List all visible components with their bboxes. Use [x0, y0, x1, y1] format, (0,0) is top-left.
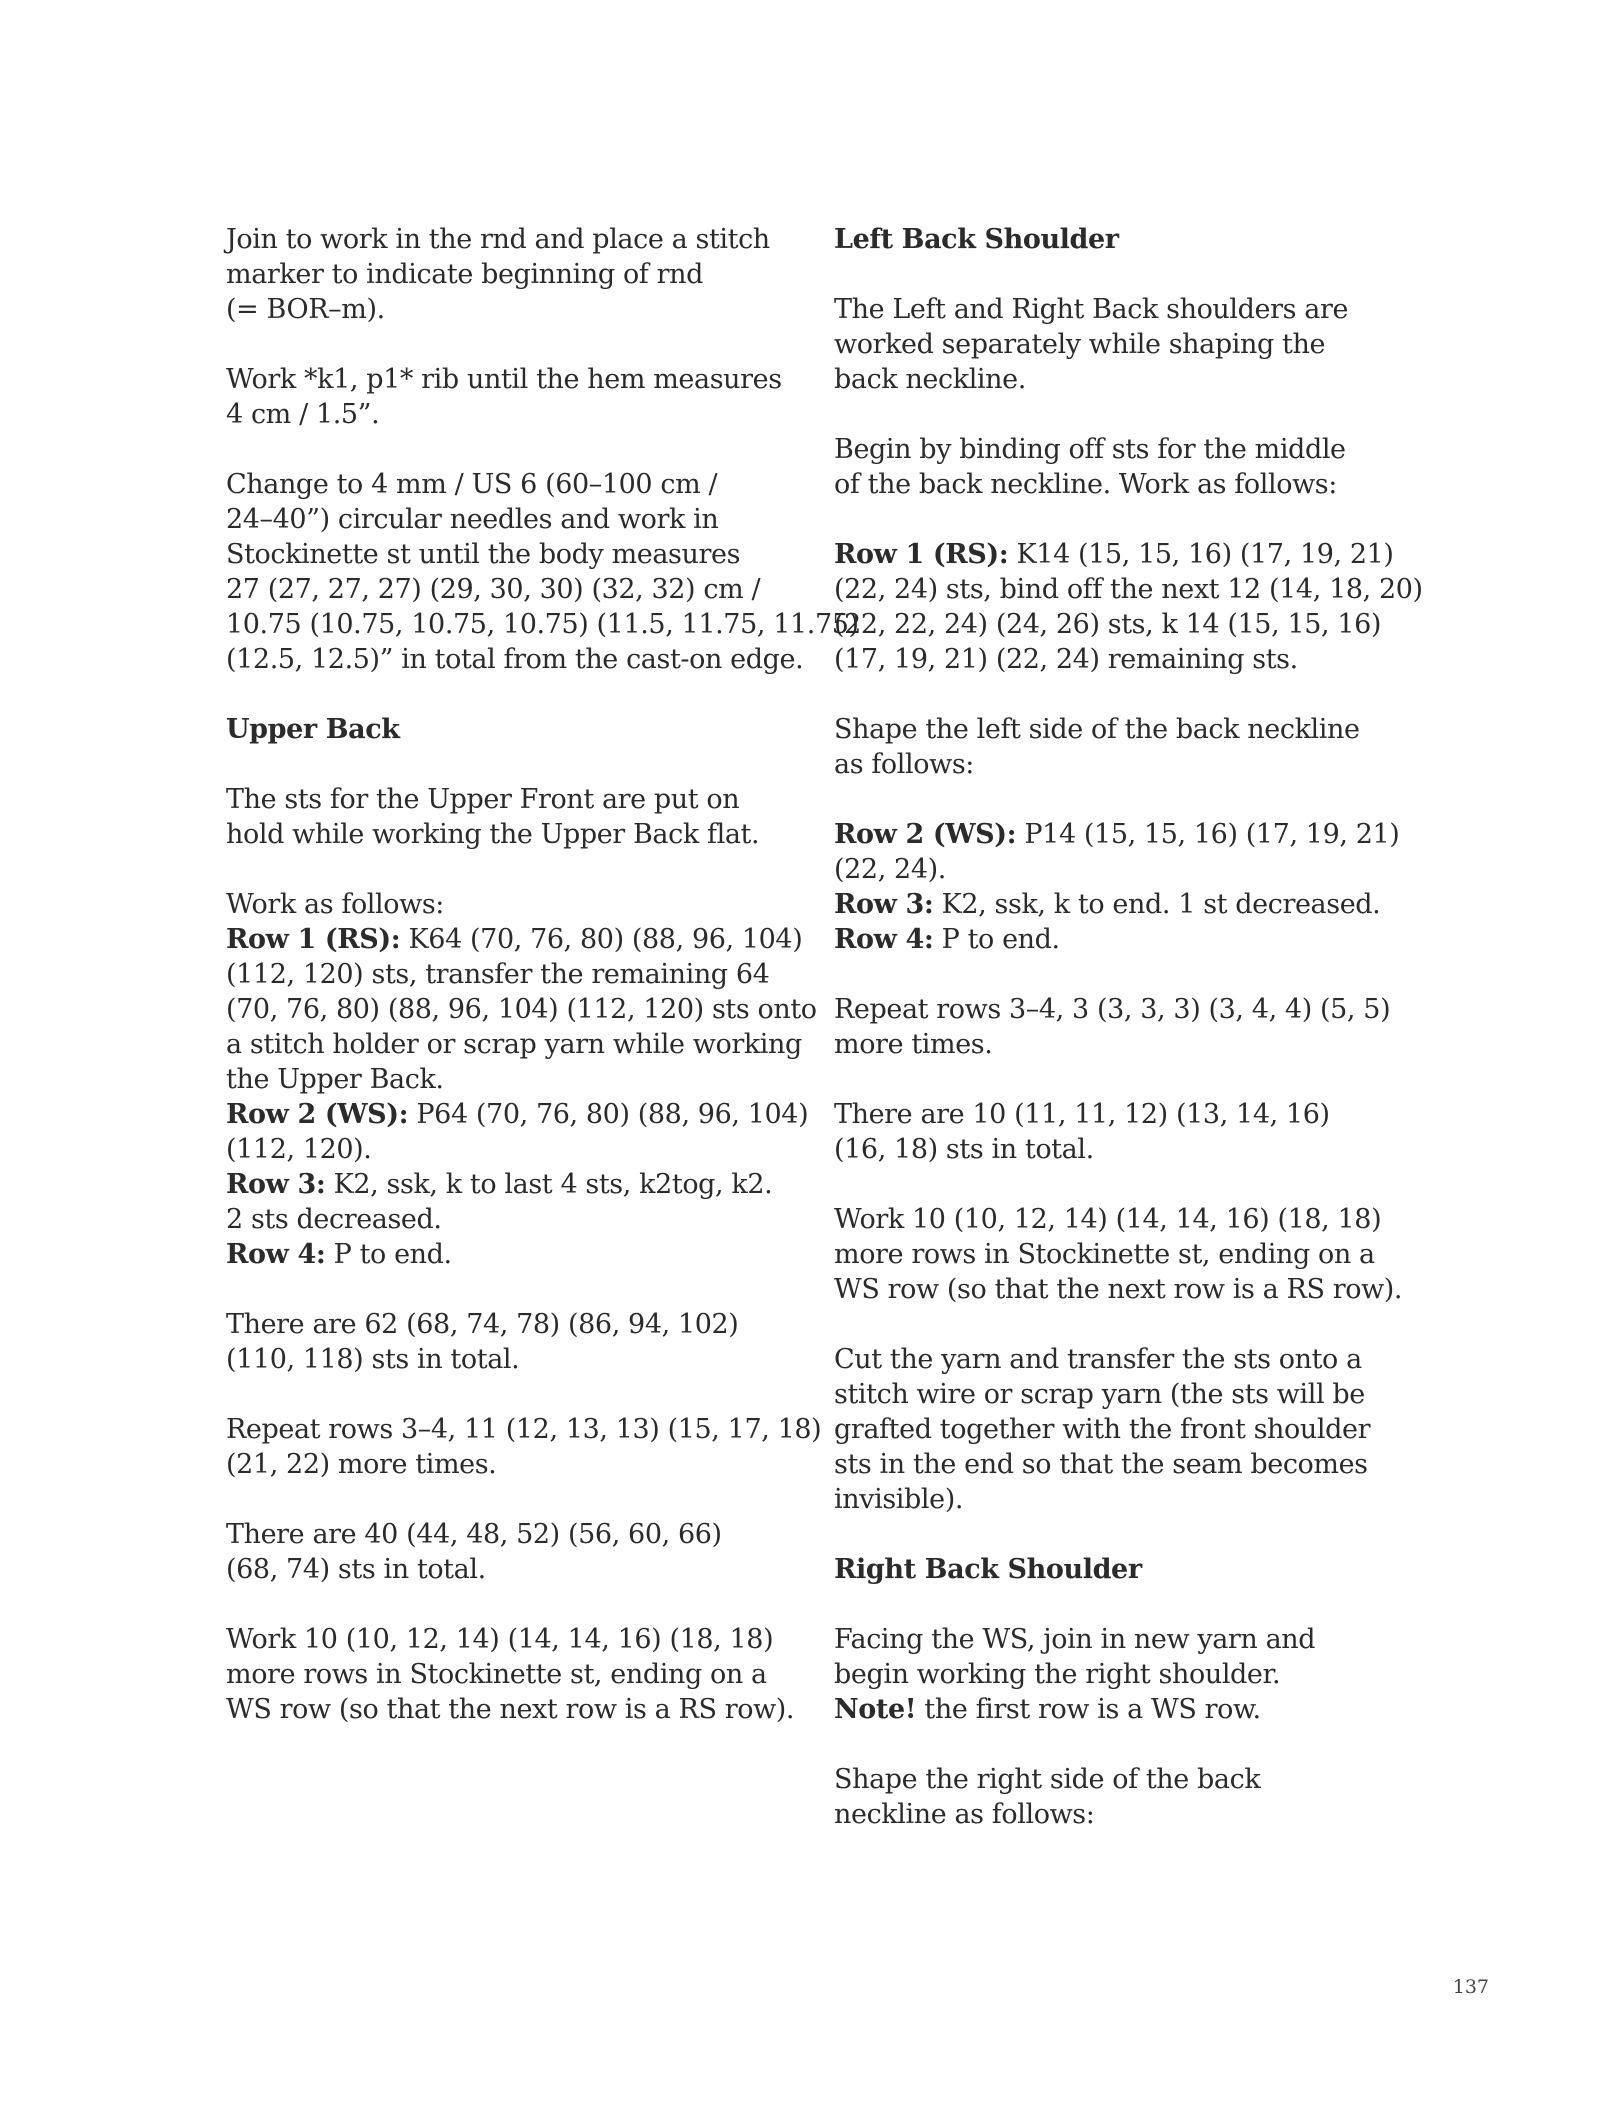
work-as-follows-line: Work as follows:	[226, 889, 444, 920]
text-line: (12.5, 12.5)” in total from the cast-on edge.	[226, 644, 804, 675]
row-text: P64 (70, 76, 80) (88, 96, 104)	[408, 1099, 809, 1130]
text-line: There are 62 (68, 74, 78) (86, 94, 102)	[226, 1309, 739, 1340]
repeat-paragraph	[834, 992, 1394, 1062]
text-line: (22, 24).	[834, 854, 946, 885]
text-line: Facing the WS, join in new yarn and	[834, 1624, 1316, 1655]
shape-right-paragraph	[834, 1762, 1394, 1832]
row-text: P to end.	[325, 1239, 452, 1270]
left-column	[226, 222, 859, 1727]
text-line: more times.	[834, 1029, 993, 1060]
text-line: Repeat rows 3–4, 11 (12, 13, 13) (15, 17, 18)	[226, 1414, 822, 1445]
text-line: of the back neckline. Work as follows:	[834, 469, 1337, 500]
text-line: 24–40”) circular needles and work in	[226, 504, 719, 535]
text-line: hold while working the Upper Back flat.	[226, 819, 760, 850]
page-number: 137	[1452, 1976, 1489, 1998]
text-line: Join to work in the rnd and place a stitch	[226, 224, 770, 255]
text-line: There are 40 (44, 48, 52) (56, 60, 66)	[226, 1519, 722, 1550]
text-line: (21, 22) more times.	[226, 1449, 497, 1480]
text-line: (17, 19, 21) (22, 24) remaining sts.	[834, 644, 1298, 675]
row-1-line	[226, 922, 803, 957]
text-line: (112, 120) sts, transfer the remaining 64	[226, 959, 770, 990]
shape-left-paragraph	[834, 712, 1394, 782]
text-line: invisible).	[834, 1484, 964, 1515]
text-line: sts in the end so that the seam becomes	[834, 1449, 1368, 1480]
text-line: (= BOR–m).	[226, 294, 385, 325]
row-2-line	[834, 817, 1400, 852]
stitch-total-paragraph	[834, 1097, 1394, 1167]
row-3-line	[834, 887, 1394, 922]
change-needles-paragraph	[226, 467, 859, 677]
text-line: (68, 74) sts in total.	[226, 1554, 486, 1585]
text-line: marker to indicate beginning of rnd	[226, 259, 703, 290]
row-text: K2, ssk, k to last 4 sts, k2tog, k2.	[325, 1169, 773, 1200]
text-line: 4 cm / 1.5”.	[226, 399, 380, 430]
text-line: WS row (so that the next row is a RS row).	[226, 1694, 795, 1725]
text-line: Stockinette st until the body measures	[226, 539, 741, 570]
row-2-line	[226, 1097, 809, 1132]
text-line: WS row (so that the next row is a RS row).	[834, 1274, 1403, 1305]
intro-paragraph	[226, 222, 786, 327]
row-1-line	[834, 537, 1394, 572]
facing-ws-paragraph	[834, 1622, 1394, 1727]
row-label: Row 4:	[834, 924, 934, 955]
bind-off-row-paragraph	[834, 537, 1423, 677]
text-line: The Left and Right Back shoulders are	[834, 294, 1349, 325]
note-label: Note!	[834, 1694, 917, 1725]
upper-back-heading: Upper Back	[226, 714, 400, 745]
text-line: (22, 24) sts, bind off the next 12 (14, 18, 20)	[834, 574, 1423, 605]
row-label: Row 1 (RS):	[226, 924, 401, 955]
upper-back-intro-paragraph	[226, 782, 786, 852]
work-more-rows-paragraph	[834, 1202, 1403, 1307]
row-text: P14 (15, 15, 16) (17, 19, 21)	[1016, 819, 1400, 850]
text-line: more rows in Stockinette st, ending on a	[226, 1659, 767, 1690]
stitch-total-paragraph	[226, 1517, 786, 1587]
text-line: 2 sts decreased.	[226, 1204, 442, 1235]
text-line: (112, 120).	[226, 1134, 372, 1165]
text-line: Begin by binding off sts for the middle	[834, 434, 1346, 465]
row-label: Row 4:	[226, 1239, 326, 1270]
text-line: (16, 18) sts in total.	[834, 1134, 1094, 1165]
text-line: a stitch holder or scrap yarn while working	[226, 1029, 802, 1060]
row-instructions-block	[226, 887, 817, 1272]
text-line: more rows in Stockinette st, ending on a	[834, 1239, 1375, 1270]
shoulders-intro-paragraph	[834, 292, 1394, 397]
text-line: as follows:	[834, 749, 974, 780]
row-text: K64 (70, 76, 80) (88, 96, 104)	[400, 924, 803, 955]
right-column	[834, 222, 1423, 1832]
row-label: Row 1 (RS):	[834, 539, 1009, 570]
row-4-line	[226, 1237, 786, 1272]
text-line: worked separately while shaping the	[834, 329, 1326, 360]
text-line: begin working the right shoulder.	[834, 1659, 1281, 1690]
repeat-paragraph	[226, 1412, 822, 1482]
text-line: stitch wire or scrap yarn (the sts will be	[834, 1379, 1365, 1410]
row-label: Row 3:	[226, 1169, 326, 1200]
row-instructions-block	[834, 817, 1400, 957]
row-text: P to end.	[933, 924, 1060, 955]
left-back-shoulder-heading: Left Back Shoulder	[834, 224, 1119, 255]
note-text: the first row is a WS row.	[916, 1694, 1261, 1725]
text-line: grafted together with the front shoulder	[834, 1414, 1371, 1445]
text-line: (110, 118) sts in total.	[226, 1344, 520, 1375]
text-line: (22, 22, 24) (24, 26) sts, k 14 (15, 15, 16)	[834, 609, 1382, 640]
cut-yarn-paragraph	[834, 1342, 1394, 1517]
rib-paragraph	[226, 362, 786, 432]
text-line: Change to 4 mm / US 6 (60–100 cm /	[226, 469, 718, 500]
text-line: the Upper Back.	[226, 1064, 444, 1095]
text-line: Cut the yarn and transfer the sts onto a	[834, 1344, 1362, 1375]
text-line: back neckline.	[834, 364, 1026, 395]
text-line: There are 10 (11, 11, 12) (13, 14, 16)	[834, 1099, 1330, 1130]
work-more-rows-paragraph	[226, 1622, 795, 1727]
text-line: Work 10 (10, 12, 14) (14, 14, 16) (18, 18)	[226, 1624, 774, 1655]
note-line	[834, 1692, 1394, 1727]
row-label: Row 2 (WS):	[834, 819, 1017, 850]
text-line: neckline as follows:	[834, 1799, 1095, 1830]
text-line: 27 (27, 27, 27) (29, 30, 30) (32, 32) cm /	[226, 574, 761, 605]
row-text: K14 (15, 15, 16) (17, 19, 21)	[1008, 539, 1394, 570]
text-line: Shape the right side of the back	[834, 1764, 1261, 1795]
stitch-total-paragraph	[226, 1307, 786, 1377]
row-label: Row 2 (WS):	[226, 1099, 409, 1130]
text-line: Repeat rows 3–4, 3 (3, 3, 3) (3, 4, 4) (5, 5)	[834, 994, 1391, 1025]
row-4-line	[834, 922, 1394, 957]
row-label: Row 3:	[834, 889, 934, 920]
row-3-line	[226, 1167, 786, 1202]
text-line: Work *k1, p1* rib until the hem measures	[226, 364, 782, 395]
text-line: (70, 76, 80) (88, 96, 104) (112, 120) sts onto	[226, 994, 817, 1025]
text-line: Work 10 (10, 12, 14) (14, 14, 16) (18, 18)	[834, 1204, 1382, 1235]
row-text: K2, ssk, k to end. 1 st decreased.	[933, 889, 1381, 920]
text-line: The sts for the Upper Front are put on	[226, 784, 740, 815]
right-back-shoulder-heading: Right Back Shoulder	[834, 1554, 1142, 1585]
text-line: Shape the left side of the back neckline	[834, 714, 1360, 745]
text-line: 10.75 (10.75, 10.75, 10.75) (11.5, 11.75, 11.75)	[226, 609, 859, 640]
bind-off-intro-paragraph	[834, 432, 1394, 502]
